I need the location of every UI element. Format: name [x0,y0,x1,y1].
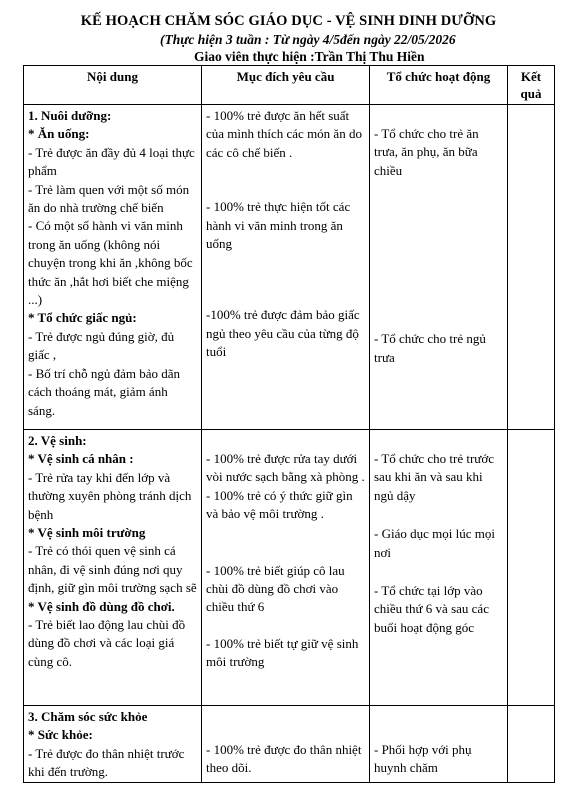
content-text: - Có một số hành vi văn minh trong ăn uống (không nói chuyện trong khi ăn ,không bốc thức ăn ,hắt hơi biết che miệng ...) [28,218,193,308]
header-organization: Tổ chức hoạt động [370,66,508,105]
section2-organization [370,430,508,706]
purpose-text: - 100% trẻ biết giúp cô lau chùi đồ dùng đồ chơi vào chiều thứ 6 [206,562,345,615]
content-text: - Trẻ rửa tay khi đến lớp và thường xuyên phòng tránh dịch bệnh [28,469,192,522]
content-text: - Trẻ biết lao động lau chùi đồ dùng đồ chơi và các loại giá cùng cô. [28,617,186,669]
section-title: 2. Vệ sinh: [28,433,87,448]
section3-purpose [202,706,370,783]
header-result: Kết quả [508,66,555,105]
subsection-title: * Vệ sinh đồ dùng đồ chơi. [28,598,175,614]
content-text: - Trẻ có thói quen vệ sinh cá nhân, đi vệ sinh đúng nơi quy định, giữ gìn môi trường sạch sẽ [28,543,197,596]
organization-text: - Tổ chức cho trẻ ăn trưa, ăn phụ, ăn bữa chiều [374,126,479,178]
header-content: Nội dung [24,66,202,105]
header-purpose: Mục đích yêu cầu [202,66,370,105]
purpose-text: - 100% trẻ biết tự giữ vệ sinh môi trường [206,635,359,670]
section-title: 3. Chăm sóc sức khỏe [28,709,148,724]
purpose-text: - 100% trẻ có ý thức giữ gìn và bảo vệ môi trường . [206,487,353,522]
section3-content [24,706,202,783]
organization-text: - Tổ chức cho trẻ trước sau khi ăn và sau khi ngủ dậy [374,451,494,503]
section2-content [24,430,202,706]
organization-text: - Tổ chức cho trẻ ngủ trưa [374,331,486,365]
content-text: - Trẻ được ăn đầy đủ 4 loại thực phẩm [28,144,195,179]
purpose-text: - 100% trẻ thực hiện tốt các hành vi văn minh trong ăn uống [206,199,351,252]
table-row [24,430,555,706]
organization-text: - Giáo dục mọi lúc mọi nơi [374,526,495,560]
section-title: 1. Nuôi dưỡng: [28,108,112,123]
purpose-text: -100% trẻ được đảm bảo giấc ngủ theo yêu cầu của từng độ tuổi [206,307,360,360]
content-text: - Bố trí chỗ ngủ đảm bảo dãn cách thoáng mát, giảm ánh sáng. [28,365,180,418]
organization-text: - Tổ chức tại lớp vào chiều thứ 6 và sau các buổi hoạt động góc [374,583,489,635]
section1-content [24,105,202,430]
purpose-text: - 100% trẻ được ăn hết suất của mình thích các món ăn do các cô chế biến . [206,108,362,160]
document-teacher: Giao viên thực hiện :Trần Thị Thu Hiền [194,49,425,64]
section3-organization [370,706,508,783]
care-plan-table [23,65,555,783]
subsection-title: * Vệ sinh cá nhân : [28,451,134,467]
section3-result [508,706,555,783]
content-text: - Trẻ làm quen với một số món ăn do nhà trường chế biến [28,181,190,216]
section1-organization [370,105,508,430]
table-header-row [24,66,555,105]
table-row [24,105,555,430]
subsection-title: * Vệ sinh môi trường [28,525,146,541]
section2-result [508,430,555,706]
content-text: - Trẻ được đo thân nhiệt trước khi đến trường. [28,745,185,780]
organization-text: - Phối hợp với phụ huynh chăm [374,742,472,776]
document-title: KẾ HOẠCH CHĂM SÓC GIÁO DỤC - VỆ SINH DINH DƯỠNG [80,13,497,29]
purpose-text: - 100% trẻ được rửa tay dưới vòi nước sạch bằng xà phòng . [206,451,365,485]
subsection-title: * Sức khỏe: [28,727,93,743]
subsection-title: * Tổ chức giấc ngủ: [28,310,137,326]
section1-purpose [202,105,370,430]
section1-result [508,105,555,430]
subsection-title: * Ăn uống: [28,126,90,142]
table-row [24,706,555,783]
content-text: - Trẻ được ngủ đúng giờ, đủ giấc , [28,328,175,363]
purpose-text: - 100% trẻ được đo thân nhiệt theo dõi. [206,742,362,776]
document-period: (Thực hiện 3 tuần : Từ ngày 4/5đến ngày 22/05/2026 [160,32,456,47]
section2-purpose [202,430,370,706]
